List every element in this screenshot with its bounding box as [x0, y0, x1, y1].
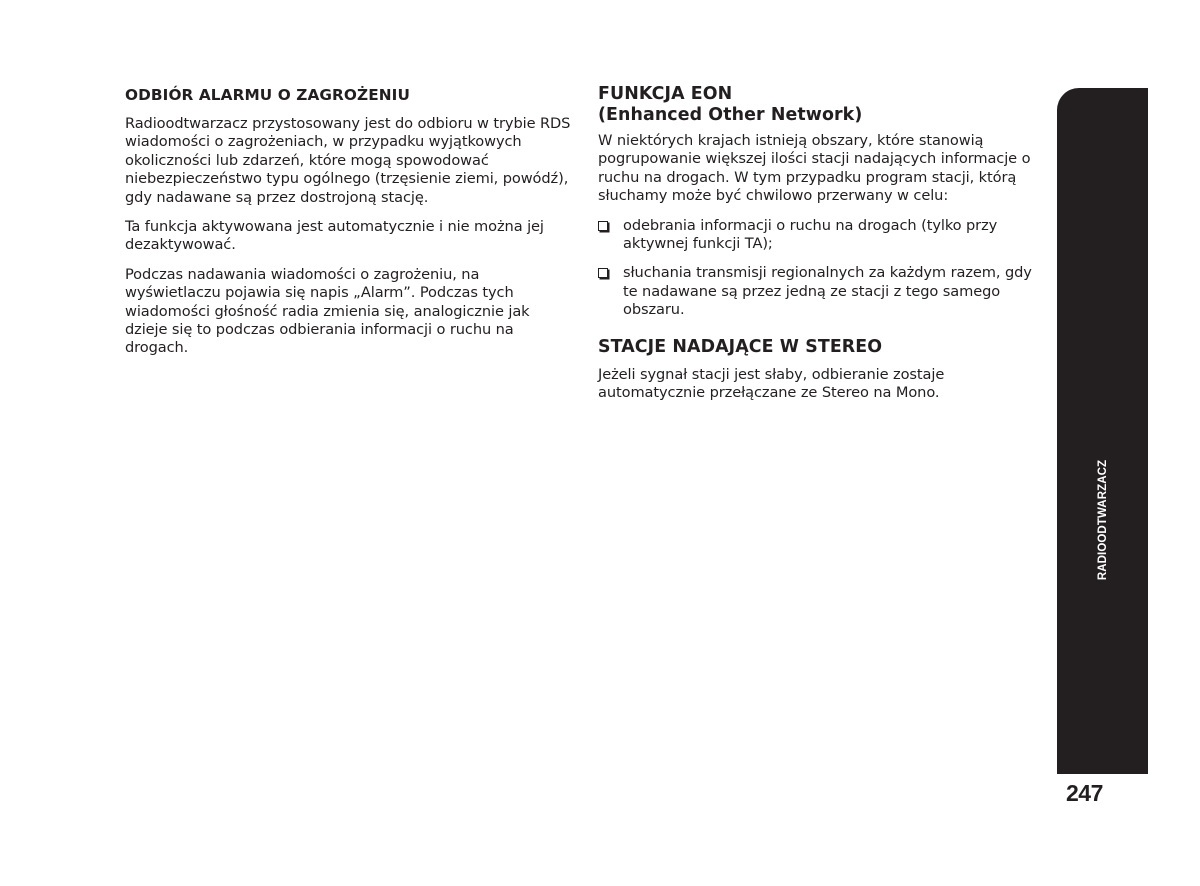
right-column — [598, 84, 1034, 413]
section-tab-label: RADIOODTWARZACZ — [1096, 459, 1109, 581]
left-column — [125, 84, 573, 369]
checkbox-bullet-icon — [598, 268, 608, 278]
section-side-tab — [1057, 88, 1148, 774]
alarm-paragraph-1: Radioodtwarzacz przystosowany jest do odbioru w trybie RDS wiadomości o zagrożeniach, w przypadku wyjątkowych okoliczności lub zdarzeń, które mogą spowodować niebezpieczeństwo typu ogólnego (trzęsienie ziemi, powódź), gdy nadawane są przez dostrojoną stację. — [125, 115, 571, 206]
eon-intro: W niektórych krajach istnieją obszary, które stanowią pogrupowanie większej ilości stacji nadających informacje o ruchu na drogach. W tym przypadku program stacji, którą słuchamy może być chwilowo przerwany w celu: — [598, 132, 1031, 205]
alarm-paragraph-3: Podczas nadawania wiadomości o zagrożeniu, na wyświetlaczu pojawia się napis „Alarm”. Podczas tych wiadomości głośność radia zmienia się, analogicznie jak dzieje się to podczas odbierania informacji o ruchu na drogach. — [125, 265, 530, 357]
eon-heading — [598, 84, 1034, 126]
checkbox-bullet-icon — [598, 221, 608, 231]
eon-heading-line1: FUNKCJA EON — [598, 84, 733, 104]
eon-heading-line2: (Enhanced Other Network) — [598, 105, 863, 125]
list-item — [598, 264, 1034, 319]
bullet-text: słuchania transmisji regionalnych za każdym razem, gdy te nadawane są przez jedną ze stacji z tego samego obszaru. — [623, 264, 1032, 319]
stereo-heading: STACJE NADAJĄCE W STEREO — [598, 336, 883, 357]
eon-bullet-list — [598, 217, 1034, 320]
page-number: 247 — [1066, 780, 1103, 806]
list-item — [598, 217, 1034, 254]
alarm-heading: ODBIÓR ALARMU O ZAGROŻENIU — [125, 86, 410, 104]
bullet-text: odebrania informacji o ruchu na drogach (tylko przy aktywnej funkcji TA); — [623, 216, 998, 253]
stereo-paragraph: Jeżeli sygnał stacji jest słaby, odbieranie zostaje automatycznie przełączane ze Stereo na Mono. — [598, 365, 945, 402]
alarm-paragraph-2: Ta funkcja aktywowana jest automatycznie i nie można jej dezaktywować. — [125, 218, 544, 254]
